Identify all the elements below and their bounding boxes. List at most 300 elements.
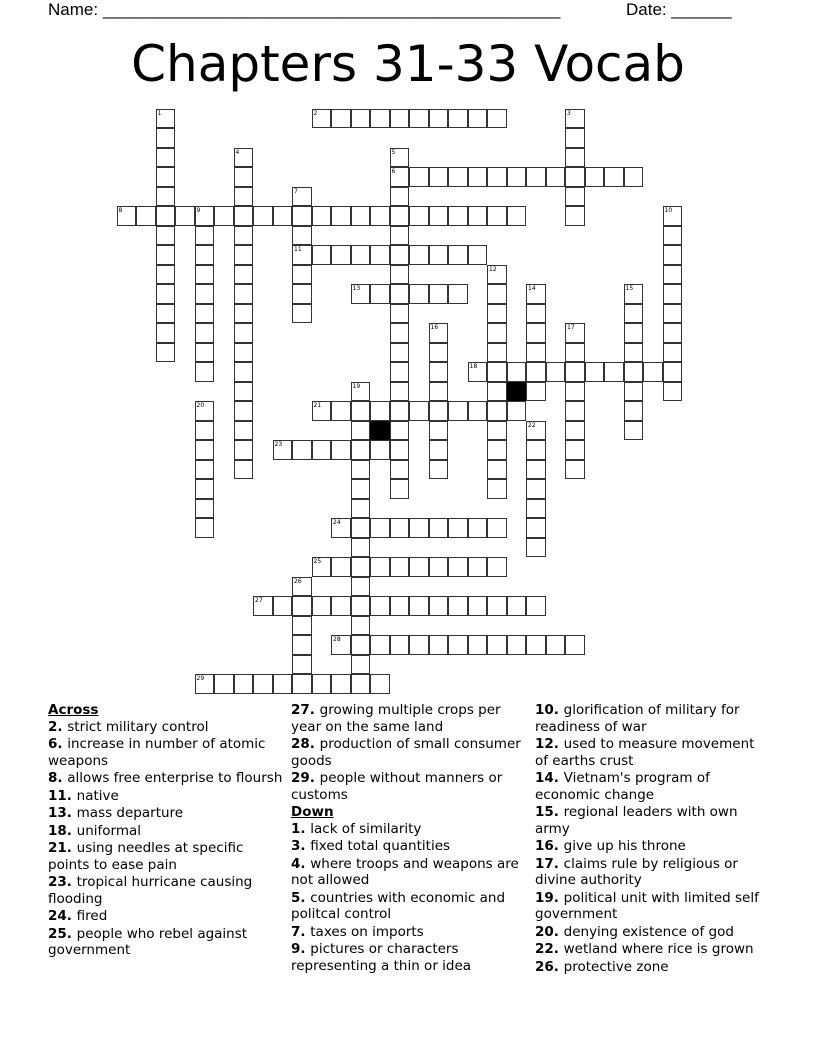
grid-cell[interactable]	[312, 596, 332, 616]
grid-cell[interactable]	[390, 635, 410, 655]
grid-cell[interactable]	[526, 499, 546, 519]
grid-cell[interactable]	[214, 206, 234, 226]
grid-cell[interactable]	[448, 518, 468, 538]
grid-cell[interactable]	[390, 440, 410, 460]
grid-cell[interactable]	[351, 479, 371, 499]
grid-cell[interactable]	[409, 596, 429, 616]
grid-cell[interactable]	[292, 304, 312, 324]
grid-cell[interactable]	[507, 635, 527, 655]
grid-cell[interactable]	[487, 206, 507, 226]
grid-clue-number: 12	[489, 265, 497, 273]
grid-clue-number: 4	[235, 148, 240, 156]
grid-cell[interactable]	[195, 362, 215, 382]
grid-cell[interactable]	[370, 557, 390, 577]
grid-cell[interactable]	[195, 284, 215, 304]
grid-cell[interactable]	[448, 109, 468, 129]
grid-cell[interactable]	[292, 284, 312, 304]
grid-cell[interactable]	[390, 460, 410, 480]
grid-cell[interactable]	[409, 284, 429, 304]
grid-cell[interactable]	[448, 401, 468, 421]
grid-cell[interactable]	[429, 440, 449, 460]
grid-cell[interactable]	[312, 206, 332, 226]
grid-cell[interactable]	[390, 187, 410, 207]
grid-cell[interactable]	[565, 128, 585, 148]
grid-cell[interactable]	[370, 245, 390, 265]
clue-dot: .	[66, 925, 77, 942]
grid-cell[interactable]	[409, 167, 429, 187]
grid-cell[interactable]	[565, 206, 585, 226]
clue-number: 15	[535, 804, 554, 820]
grid-cell[interactable]	[370, 440, 390, 460]
grid-cell[interactable]	[234, 362, 254, 382]
grid-cell[interactable]	[273, 674, 293, 694]
grid-cell[interactable]	[468, 167, 488, 187]
down-clue	[535, 890, 770, 923]
grid-cell[interactable]	[663, 343, 683, 363]
grid-cell[interactable]	[546, 635, 566, 655]
grid-cell[interactable]	[526, 479, 546, 499]
grid-clue-number: 3	[567, 109, 571, 117]
grid-cell[interactable]	[624, 304, 644, 324]
grid-cell[interactable]	[468, 401, 488, 421]
grid-cell[interactable]	[370, 206, 390, 226]
grid-cell[interactable]	[156, 128, 176, 148]
grid-cell[interactable]	[195, 421, 215, 441]
grid-cell[interactable]	[234, 440, 254, 460]
grid-cell[interactable]	[624, 167, 644, 187]
grid-cell[interactable]	[604, 167, 624, 187]
grid-cell[interactable]	[546, 167, 566, 187]
grid-cell[interactable]	[663, 362, 683, 382]
grid-cell[interactable]	[351, 460, 371, 480]
grid-cell[interactable]	[156, 109, 176, 129]
grid-cell[interactable]	[292, 187, 312, 207]
grid-cell[interactable]	[429, 109, 449, 129]
grid-cell[interactable]	[409, 518, 429, 538]
grid-cell[interactable]	[156, 343, 176, 363]
grid-cell[interactable]	[448, 557, 468, 577]
grid-cell[interactable]	[390, 226, 410, 246]
grid-cell[interactable]	[175, 206, 195, 226]
grid-cell[interactable]	[565, 401, 585, 421]
grid-cell[interactable]	[663, 226, 683, 246]
grid-cell[interactable]	[409, 635, 429, 655]
grid-cell[interactable]	[663, 206, 683, 226]
grid-cell[interactable]	[253, 206, 273, 226]
grid-cell[interactable]	[429, 167, 449, 187]
grid-cell[interactable]	[117, 206, 137, 226]
grid-cell[interactable]	[487, 323, 507, 343]
grid-cell[interactable]	[448, 596, 468, 616]
clue-dot: .	[66, 805, 77, 821]
grid-cell[interactable]	[351, 557, 371, 577]
grid-cell[interactable]	[234, 187, 254, 207]
grid-cell[interactable]	[331, 440, 351, 460]
name-field[interactable]	[48, 0, 559, 20]
grid-cell[interactable]	[351, 401, 371, 421]
grid-cell[interactable]	[565, 187, 585, 207]
grid-cell[interactable]	[195, 460, 215, 480]
grid-cell[interactable]	[292, 655, 312, 675]
grid-cell[interactable]	[526, 596, 546, 616]
grid-cell[interactable]	[331, 206, 351, 226]
grid-cell[interactable]	[546, 362, 566, 382]
grid-cell[interactable]	[390, 343, 410, 363]
grid-cell[interactable]	[468, 557, 488, 577]
grid-cell[interactable]	[526, 343, 546, 363]
grid-cell[interactable]	[663, 284, 683, 304]
grid-cell[interactable]	[468, 635, 488, 655]
date-field[interactable]	[626, 0, 731, 20]
grid-cell[interactable]	[409, 557, 429, 577]
grid-cell[interactable]	[429, 460, 449, 480]
grid-cell[interactable]	[487, 401, 507, 421]
grid-cell[interactable]	[624, 421, 644, 441]
grid-cell[interactable]	[429, 635, 449, 655]
grid-cell[interactable]	[331, 109, 351, 129]
grid-cell[interactable]	[409, 109, 429, 129]
grid-cell[interactable]	[663, 265, 683, 285]
grid-cell[interactable]	[273, 596, 293, 616]
grid-cell[interactable]	[351, 538, 371, 558]
grid-cell[interactable]	[195, 265, 215, 285]
grid-cell[interactable]	[507, 206, 527, 226]
grid-cell[interactable]	[292, 674, 312, 694]
grid-cell[interactable]	[351, 421, 371, 441]
grid-cell[interactable]	[487, 304, 507, 324]
grid-cell[interactable]	[429, 401, 449, 421]
grid-cell[interactable]	[234, 245, 254, 265]
grid-cell[interactable]	[292, 206, 312, 226]
grid-cell[interactable]	[370, 401, 390, 421]
down-clue	[535, 770, 770, 803]
grid-cell[interactable]	[487, 596, 507, 616]
grid-cell[interactable]	[390, 245, 410, 265]
grid-cell[interactable]	[565, 421, 585, 441]
grid-cell[interactable]	[507, 596, 527, 616]
grid-cell[interactable]	[429, 343, 449, 363]
grid-cell[interactable]	[565, 382, 585, 402]
grid-cell[interactable]	[234, 265, 254, 285]
grid-cell[interactable]	[507, 362, 527, 382]
grid-cell[interactable]	[448, 284, 468, 304]
grid-cell[interactable]	[409, 245, 429, 265]
grid-cell[interactable]	[390, 557, 410, 577]
grid-cell[interactable]	[624, 343, 644, 363]
grid-cell[interactable]	[331, 674, 351, 694]
grid-cell[interactable]	[351, 499, 371, 519]
grid-cell[interactable]	[351, 635, 371, 655]
grid-cell[interactable]	[156, 304, 176, 324]
grid-cell[interactable]	[312, 401, 332, 421]
grid-cell[interactable]	[487, 284, 507, 304]
grid-cell[interactable]	[487, 440, 507, 460]
grid-cell[interactable]	[663, 323, 683, 343]
grid-cell[interactable]	[292, 440, 312, 460]
grid-cell[interactable]	[448, 206, 468, 226]
grid-cell[interactable]	[292, 577, 312, 597]
grid-cell[interactable]	[526, 460, 546, 480]
grid-cell[interactable]	[448, 167, 468, 187]
grid-cell[interactable]	[565, 109, 585, 129]
grid-cell[interactable]	[429, 206, 449, 226]
grid-cell[interactable]	[195, 323, 215, 343]
grid-cell[interactable]	[526, 304, 546, 324]
grid-cell[interactable]	[156, 245, 176, 265]
grid-cell[interactable]	[390, 167, 410, 187]
grid-cell[interactable]	[565, 323, 585, 343]
grid-cell[interactable]	[351, 206, 371, 226]
clue-number: 22	[535, 941, 554, 957]
grid-cell[interactable]	[370, 284, 390, 304]
grid-cell[interactable]	[624, 362, 644, 382]
grid-cell[interactable]	[234, 167, 254, 187]
grid-cell[interactable]	[487, 382, 507, 402]
grid-cell[interactable]	[565, 148, 585, 168]
grid-cell[interactable]	[195, 479, 215, 499]
grid-cell[interactable]	[351, 616, 371, 636]
grid-cell[interactable]	[156, 226, 176, 246]
grid-cell[interactable]	[331, 596, 351, 616]
grid-cell[interactable]	[351, 596, 371, 616]
grid-cell[interactable]	[429, 557, 449, 577]
grid-cell[interactable]	[390, 304, 410, 324]
grid-cell[interactable]	[526, 323, 546, 343]
grid-cell[interactable]	[234, 674, 254, 694]
grid-cell[interactable]	[390, 284, 410, 304]
grid-cell[interactable]	[624, 382, 644, 402]
grid-cell[interactable]	[624, 401, 644, 421]
grid-cell[interactable]	[468, 206, 488, 226]
grid-cell[interactable]	[624, 284, 644, 304]
grid-cell[interactable]	[156, 187, 176, 207]
grid-cell[interactable]	[351, 284, 371, 304]
grid-cell[interactable]	[234, 421, 254, 441]
grid-cell[interactable]	[351, 440, 371, 460]
grid-cell[interactable]	[487, 460, 507, 480]
grid-cell[interactable]	[312, 440, 332, 460]
grid-cell[interactable]	[195, 304, 215, 324]
grid-cell[interactable]	[234, 206, 254, 226]
grid-cell[interactable]	[390, 265, 410, 285]
grid-cell[interactable]	[565, 343, 585, 363]
grid-cell[interactable]	[273, 440, 293, 460]
grid-cell[interactable]	[370, 596, 390, 616]
grid-cell[interactable]	[312, 109, 332, 129]
grid-cell[interactable]	[292, 596, 312, 616]
grid-cell[interactable]	[526, 538, 546, 558]
grid-cell[interactable]	[390, 596, 410, 616]
grid-cell[interactable]	[585, 167, 605, 187]
grid-cell[interactable]	[468, 362, 488, 382]
grid-cell[interactable]	[390, 206, 410, 226]
grid-cell[interactable]	[253, 674, 273, 694]
grid-cell[interactable]	[351, 382, 371, 402]
grid-cell[interactable]	[214, 674, 234, 694]
grid-cell[interactable]	[195, 245, 215, 265]
grid-cell[interactable]	[429, 245, 449, 265]
grid-cell[interactable]	[526, 284, 546, 304]
name-blank[interactable]: ______________________________________________________	[102, 0, 560, 19]
grid-cell[interactable]	[234, 382, 254, 402]
grid-cell[interactable]	[351, 518, 371, 538]
grid-cell[interactable]	[429, 596, 449, 616]
grid-cell[interactable]	[429, 421, 449, 441]
date-blank[interactable]: _______	[671, 0, 731, 19]
grid-cell[interactable]	[468, 596, 488, 616]
grid-cell[interactable]	[234, 148, 254, 168]
grid-cell[interactable]	[312, 245, 332, 265]
grid-cell[interactable]	[624, 323, 644, 343]
grid-cell[interactable]	[507, 401, 527, 421]
grid-cell[interactable]	[507, 167, 527, 187]
grid-cell[interactable]	[331, 245, 351, 265]
grid-cell[interactable]	[487, 421, 507, 441]
grid-cell[interactable]	[195, 206, 215, 226]
grid-cell[interactable]	[195, 674, 215, 694]
grid-cell[interactable]	[429, 323, 449, 343]
grid-cell[interactable]	[468, 109, 488, 129]
grid-cell[interactable]	[351, 674, 371, 694]
grid-cell[interactable]	[390, 518, 410, 538]
grid-cell[interactable]	[156, 265, 176, 285]
grid-cell[interactable]	[390, 382, 410, 402]
grid-cell[interactable]	[390, 323, 410, 343]
grid-cell[interactable]	[292, 265, 312, 285]
grid-cell[interactable]	[565, 460, 585, 480]
clue-text: where troops and weapons are not allowed	[291, 855, 519, 888]
grid-cell[interactable]	[292, 245, 312, 265]
grid-cell[interactable]	[156, 148, 176, 168]
grid-cell[interactable]	[565, 440, 585, 460]
grid-cell[interactable]	[331, 518, 351, 538]
grid-cell[interactable]	[526, 635, 546, 655]
grid-cell[interactable]	[468, 518, 488, 538]
clue-number: 18	[48, 822, 67, 839]
clue-number: 19	[535, 889, 554, 906]
grid-cell[interactable]	[234, 343, 254, 363]
grid-cell[interactable]	[526, 421, 546, 441]
grid-cell[interactable]	[565, 635, 585, 655]
grid-cell[interactable]	[195, 499, 215, 519]
grid-cell[interactable]	[312, 557, 332, 577]
grid-cell[interactable]	[156, 284, 176, 304]
grid-cell[interactable]	[429, 518, 449, 538]
grid-clue-number: 26	[294, 577, 302, 585]
grid-cell[interactable]	[526, 382, 546, 402]
grid-cell[interactable]	[234, 401, 254, 421]
grid-cell[interactable]	[234, 323, 254, 343]
grid-cell[interactable]	[370, 518, 390, 538]
grid-cell[interactable]	[429, 382, 449, 402]
grid-cell[interactable]	[390, 401, 410, 421]
clue-text: lack of similarity	[310, 820, 422, 837]
grid-cell[interactable]	[351, 577, 371, 597]
grid-cell[interactable]	[565, 167, 585, 187]
grid-cell[interactable]	[156, 167, 176, 187]
grid-cell[interactable]	[390, 479, 410, 499]
grid-cell[interactable]	[136, 206, 156, 226]
grid-cell[interactable]	[487, 635, 507, 655]
grid-cell[interactable]	[351, 655, 371, 675]
grid-clue-number: 9	[196, 207, 201, 214]
grid-cell[interactable]	[487, 557, 507, 577]
grid-cell[interactable]	[487, 167, 507, 187]
grid-cell[interactable]	[234, 284, 254, 304]
grid-cell[interactable]	[234, 304, 254, 324]
grid-cell[interactable]	[370, 674, 390, 694]
grid-cell[interactable]	[487, 362, 507, 382]
grid-cell[interactable]	[195, 440, 215, 460]
grid-cell[interactable]	[156, 323, 176, 343]
grid-cell[interactable]	[312, 674, 332, 694]
grid-cell[interactable]	[448, 245, 468, 265]
grid-cell[interactable]	[487, 265, 507, 285]
grid-cell[interactable]	[487, 109, 507, 129]
grid-cell[interactable]	[487, 343, 507, 363]
grid-cell[interactable]	[390, 362, 410, 382]
grid-cell[interactable]	[585, 362, 605, 382]
grid-cell[interactable]	[604, 362, 624, 382]
grid-cell[interactable]	[273, 206, 293, 226]
clue-dot: .	[553, 923, 564, 940]
grid-cell[interactable]	[448, 635, 468, 655]
clue-number: 27	[291, 702, 310, 718]
grid-cell[interactable]	[429, 284, 449, 304]
grid-cell[interactable]	[351, 109, 371, 129]
grid-cell[interactable]	[663, 382, 683, 402]
grid-cell[interactable]	[429, 362, 449, 382]
grid-cell[interactable]	[156, 206, 176, 226]
grid-cell[interactable]	[487, 518, 507, 538]
grid-cell[interactable]	[195, 401, 215, 421]
grid-cell[interactable]	[409, 206, 429, 226]
grid-cell[interactable]	[526, 518, 546, 538]
grid-cell[interactable]	[409, 401, 429, 421]
grid-cell[interactable]	[663, 304, 683, 324]
grid-cell[interactable]	[331, 557, 351, 577]
grid-cell[interactable]	[390, 421, 410, 441]
grid-cell[interactable]	[351, 245, 371, 265]
grid-cell[interactable]	[643, 362, 663, 382]
grid-cell[interactable]	[331, 401, 351, 421]
grid-cell[interactable]	[370, 635, 390, 655]
grid-cell[interactable]	[292, 616, 312, 636]
grid-cell[interactable]	[370, 109, 390, 129]
grid-cell[interactable]	[663, 245, 683, 265]
clue-number: 10	[535, 702, 554, 718]
grid-cell[interactable]	[526, 440, 546, 460]
grid-cell[interactable]	[195, 518, 215, 538]
grid-cell[interactable]	[565, 362, 585, 382]
grid-cell[interactable]	[487, 479, 507, 499]
grid-cell[interactable]	[234, 226, 254, 246]
grid-cell[interactable]	[468, 245, 488, 265]
grid-cell[interactable]	[195, 226, 215, 246]
grid-cell[interactable]	[195, 343, 215, 363]
grid-cell[interactable]	[331, 635, 351, 655]
clue-number: 13	[48, 805, 67, 821]
grid-cell[interactable]	[390, 109, 410, 129]
grid-cell[interactable]	[292, 635, 312, 655]
grid-cell[interactable]	[526, 362, 546, 382]
grid-cell[interactable]	[253, 596, 273, 616]
grid-cell[interactable]	[390, 148, 410, 168]
grid-cell[interactable]	[526, 167, 546, 187]
grid-cell[interactable]	[234, 460, 254, 480]
grid-cell[interactable]	[292, 226, 312, 246]
clue-number: 11	[48, 787, 67, 804]
